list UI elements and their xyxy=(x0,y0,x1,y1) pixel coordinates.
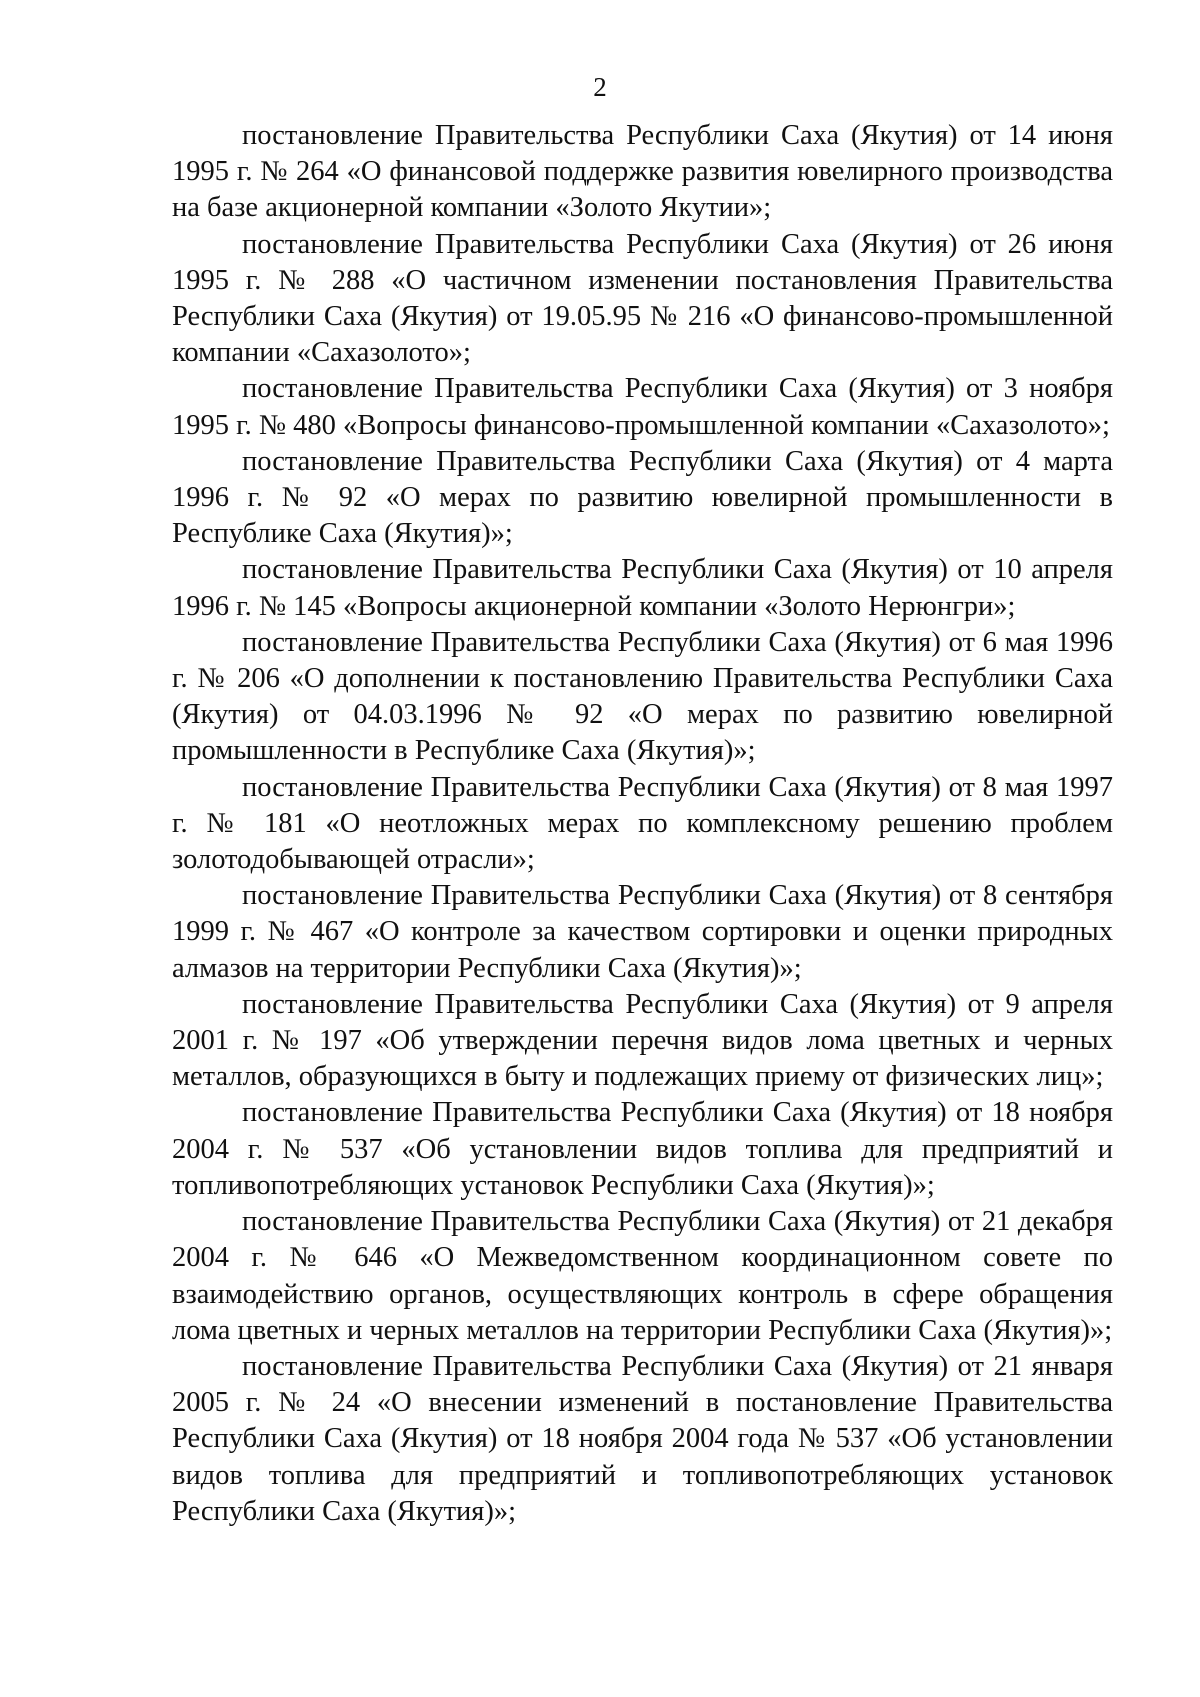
paragraph: постановление Правительства Республики Саха (Якутия) от 3 ноября 1995 г. № 480 «Вопросы финансово-промышленной компании «Сахазолото»; xyxy=(172,373,1113,441)
paragraph: постановление Правительства Республики Саха (Якутия) от 9 апреля 2001 г. № 197 «Об утверждении перечня видов лома цветных и черных металлов, образующихся в быту и подлежащих приему от физических лиц»; xyxy=(172,988,1113,1093)
paragraph: постановление Правительства Республики Саха (Якутия) от 26 июня 1995 г. № 288 «О частичном изменении постановления Правительства Республики Саха (Якутия) от 19.05.95 № 216 «О финансово-промышленной компании «Сахазолото»; xyxy=(172,228,1113,369)
paragraph: постановление Правительства Республики Саха (Якутия) от 8 сентября 1999 г. № 467 «О контроле за качеством сортировки и оценки природных алмазов на территории Республики Саха (Якутия)»; xyxy=(172,880,1113,984)
paragraph: постановление Правительства Республики Саха (Якутия) от 14 июня 1995 г. № 264 «О финансовой поддержке развития ювелирного производства на базе акционерной компании «Золото Якутии»; xyxy=(172,120,1113,224)
paragraph: постановление Правительства Республики Саха (Якутия) от 6 мая 1996 г. № 206 «О дополнении к постановлению Правительства Республики Саха (Якутия) от 04.03.1996 № 92 «О мерах по развитию ювелирной промышленности в Республике Саха (Якутия)»; xyxy=(172,626,1113,767)
paragraph: постановление Правительства Республики Саха (Якутия) от 8 мая 1997 г. № 181 «О неотложных мерах по комплексному решению проблем золотодобывающей отрасли»; xyxy=(172,771,1113,876)
paragraph: постановление Правительства Республики Саха (Якутия) от 21 декабря 2004 г. № 646 «О Межведомственном координационном совете по взаимодействию органов, осуществляющих контроль в сфере обращения лома цветных и черных металлов на территории Республики Саха (Якутия)»; xyxy=(172,1206,1113,1346)
paragraph: постановление Правительства Республики Саха (Якутия) от 4 марта 1996 г. № 92 «О мерах по развитию ювелирной промышленности в Республике Саха (Якутия)»; xyxy=(172,445,1113,550)
page-number: 2 xyxy=(593,72,607,102)
paragraph: постановление Правительства Республики Саха (Якутия) от 10 апреля 1996 г. № 145 «Вопросы акционерной компании «Золото Нерюнгри»; xyxy=(172,554,1113,622)
paragraph: постановление Правительства Республики Саха (Якутия) от 21 января 2005 г. № 24 «О внесении изменений в постановление Правительства Республики Саха (Якутия) от 18 ноября 2004 года № 537 «Об установлении видов топлива для предприятий и топливопотребляющих установок Республики Саха (Якутия)»; xyxy=(172,1350,1113,1527)
paragraph: постановление Правительства Республики Саха (Якутия) от 18 ноября 2004 г. № 537 «Об установлении видов топлива для предприятий и топливопотребляющих установок Республики Саха (Якутия)»; xyxy=(172,1097,1113,1201)
document-body xyxy=(172,118,1113,1530)
